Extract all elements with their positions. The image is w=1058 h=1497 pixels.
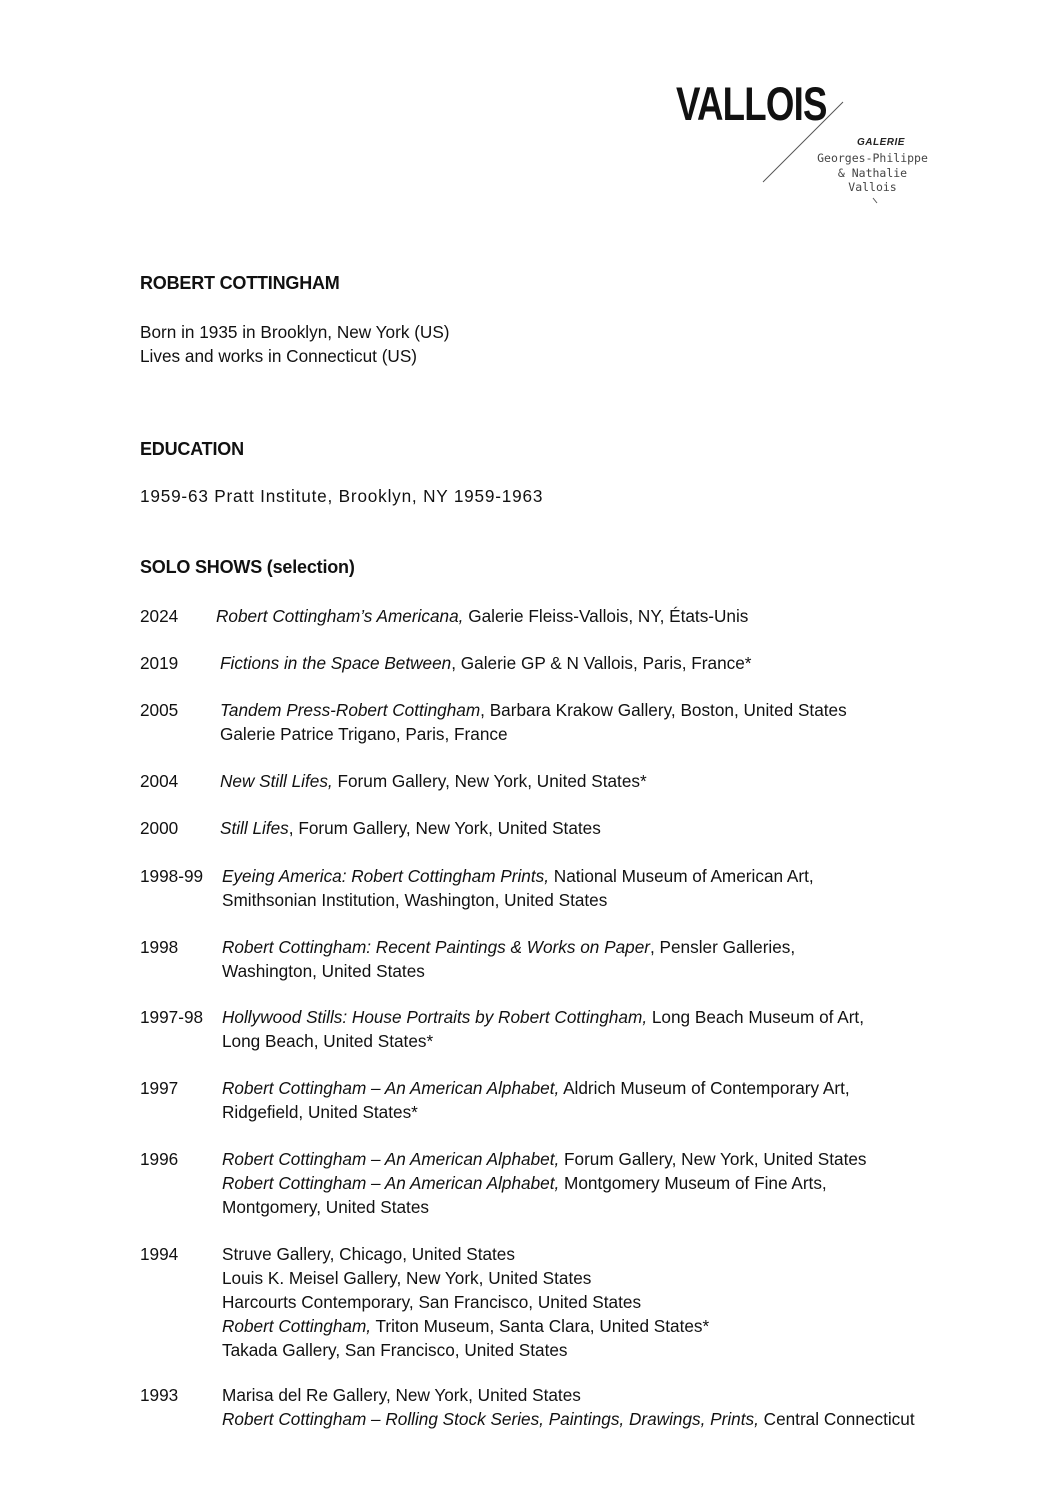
show-title: Robert Cottingham, <box>222 1316 372 1336</box>
show-title: Still Lifes <box>220 818 289 838</box>
logo-galerie-label: GALERIE <box>857 137 905 148</box>
education-entry: 1959-63 Pratt Institute, Brooklyn, NY 1959-1963 <box>140 486 544 506</box>
show-title: Eyeing America: Robert Cottingham Prints, <box>222 866 550 886</box>
show-entries <box>222 1147 867 1219</box>
show-title: Robert Cottingham – An American Alphabet, <box>222 1173 560 1193</box>
show-venue: , Forum Gallery, New York, United States <box>288 818 601 838</box>
show-title: Robert Cottingham – An American Alphabet, <box>222 1078 560 1098</box>
show-entries <box>222 1242 709 1362</box>
show-venue: Montgomery, United States <box>222 1197 429 1217</box>
show-venue: Long Beach, United States* <box>222 1031 434 1051</box>
show-venue: Struve Gallery, Chicago, United States <box>222 1244 515 1264</box>
show-venue: , Galerie GP & N Vallois, Paris, France* <box>451 653 752 673</box>
show-line <box>220 816 601 840</box>
show-year: 1993 <box>140 1385 179 1405</box>
show-entries <box>222 864 814 912</box>
logo-name-line: & Nathalie <box>837 165 908 180</box>
show-year: 1998-99 <box>140 866 204 886</box>
show-venue: Long Beach Museum of Art, <box>647 1007 864 1027</box>
show-year: 1994 <box>140 1244 179 1264</box>
show-year: 2024 <box>140 606 179 626</box>
show-venue: Triton Museum, Santa Clara, United States* <box>371 1316 710 1336</box>
show-year: 1998 <box>140 937 179 957</box>
show-line <box>222 1147 867 1171</box>
show-venue: Takada Gallery, San Francisco, United States <box>222 1340 568 1360</box>
show-line <box>216 604 748 628</box>
show-venue: , Barbara Krakow Gallery, Boston, United States <box>480 700 847 720</box>
show-venue: Washington, United States <box>222 961 425 981</box>
show-line <box>222 1242 709 1266</box>
show-entries <box>222 1383 915 1431</box>
show-year: 1996 <box>140 1149 179 1169</box>
gallery-logo <box>0 0 1058 230</box>
logo-gallery-names <box>815 151 930 195</box>
show-title: Robert Cottingham – An American Alphabet, <box>222 1149 560 1169</box>
show-line <box>222 959 795 983</box>
show-year: 2005 <box>140 700 179 720</box>
show-line <box>222 864 814 888</box>
show-year: 2004 <box>140 771 179 791</box>
logo-name-line: Georges-Philippe <box>817 151 928 165</box>
show-year: 2000 <box>140 818 179 838</box>
show-entries <box>220 698 847 746</box>
show-entries <box>220 769 647 793</box>
show-line <box>220 651 751 675</box>
show-venue: Aldrich Museum of Contemporary Art, <box>559 1078 850 1098</box>
show-year: 2019 <box>140 653 179 673</box>
show-line <box>222 1195 867 1219</box>
show-venue: Montgomery Museum of Fine Arts, <box>559 1173 827 1193</box>
artist-name: ROBERT COTTINGHAM <box>140 273 340 293</box>
show-line <box>220 722 847 746</box>
show-line <box>222 1005 864 1029</box>
show-line <box>222 1314 709 1338</box>
education-heading: EDUCATION <box>140 439 244 459</box>
show-venue: Louis K. Meisel Gallery, New York, United States <box>222 1268 592 1288</box>
show-line <box>222 1290 709 1314</box>
show-line <box>222 1383 915 1407</box>
artist-bio <box>140 320 450 368</box>
show-line <box>222 1338 709 1362</box>
show-line <box>222 935 795 959</box>
logo-slash-mark <box>0 0 1058 230</box>
show-line <box>220 769 647 793</box>
show-venue: Ridgefield, United States* <box>222 1102 418 1122</box>
bio-line: Born in 1935 in Brooklyn, New York (US) <box>140 322 450 342</box>
show-year: 1997 <box>140 1078 179 1098</box>
show-venue: Marisa del Re Gallery, New York, United States <box>222 1385 581 1405</box>
show-entries <box>216 604 748 628</box>
bio-line: Lives and works in Connecticut (US) <box>140 346 418 366</box>
show-venue: Forum Gallery, New York, United States <box>559 1149 867 1169</box>
show-venue: Harcourts Contemporary, San Francisco, United States <box>222 1292 642 1312</box>
show-year: 1997-98 <box>140 1007 204 1027</box>
show-venue: National Museum of American Art, <box>549 866 814 886</box>
show-line <box>220 698 847 722</box>
show-title: Hollywood Stills: House Portraits by Robert Cottingham, <box>222 1007 648 1027</box>
show-venue: Forum Gallery, New York, United States* <box>332 771 647 791</box>
show-venue: Central Connecticut <box>758 1409 915 1429</box>
show-line <box>222 888 814 912</box>
show-entries <box>222 1005 864 1053</box>
logo-wordmark: VALLOIS <box>676 77 827 130</box>
show-title: Robert Cottingham – Rolling Stock Series, Paintings, Drawings, Prints, <box>222 1409 759 1429</box>
show-venue: Galerie Patrice Trigano, Paris, France <box>220 724 508 744</box>
show-venue: , Pensler Galleries, <box>649 937 796 957</box>
show-venue: Smithsonian Institution, Washington, United States <box>222 890 608 910</box>
show-title: Robert Cottingham’s Americana, <box>216 606 464 626</box>
show-entries <box>220 651 751 675</box>
show-line <box>222 1407 915 1431</box>
show-entries <box>220 816 601 840</box>
show-title: Robert Cottingham: Recent Paintings & Works on Paper <box>222 937 650 957</box>
show-line <box>222 1171 867 1195</box>
show-title: Tandem Press-Robert Cottingham <box>220 700 481 720</box>
show-line <box>222 1100 850 1124</box>
logo-name-line: Vallois <box>848 180 897 194</box>
show-venue: Galerie Fleiss-Vallois, NY, États-Unis <box>463 606 749 626</box>
show-entries <box>222 935 795 983</box>
show-line <box>222 1076 850 1100</box>
show-entries <box>222 1076 850 1124</box>
show-line <box>222 1029 864 1053</box>
solo-shows-heading: SOLO SHOWS (selection) <box>140 557 355 577</box>
show-title: New Still Lifes, <box>220 771 333 791</box>
show-title: Fictions in the Space Between <box>220 653 452 673</box>
show-line <box>222 1266 709 1290</box>
